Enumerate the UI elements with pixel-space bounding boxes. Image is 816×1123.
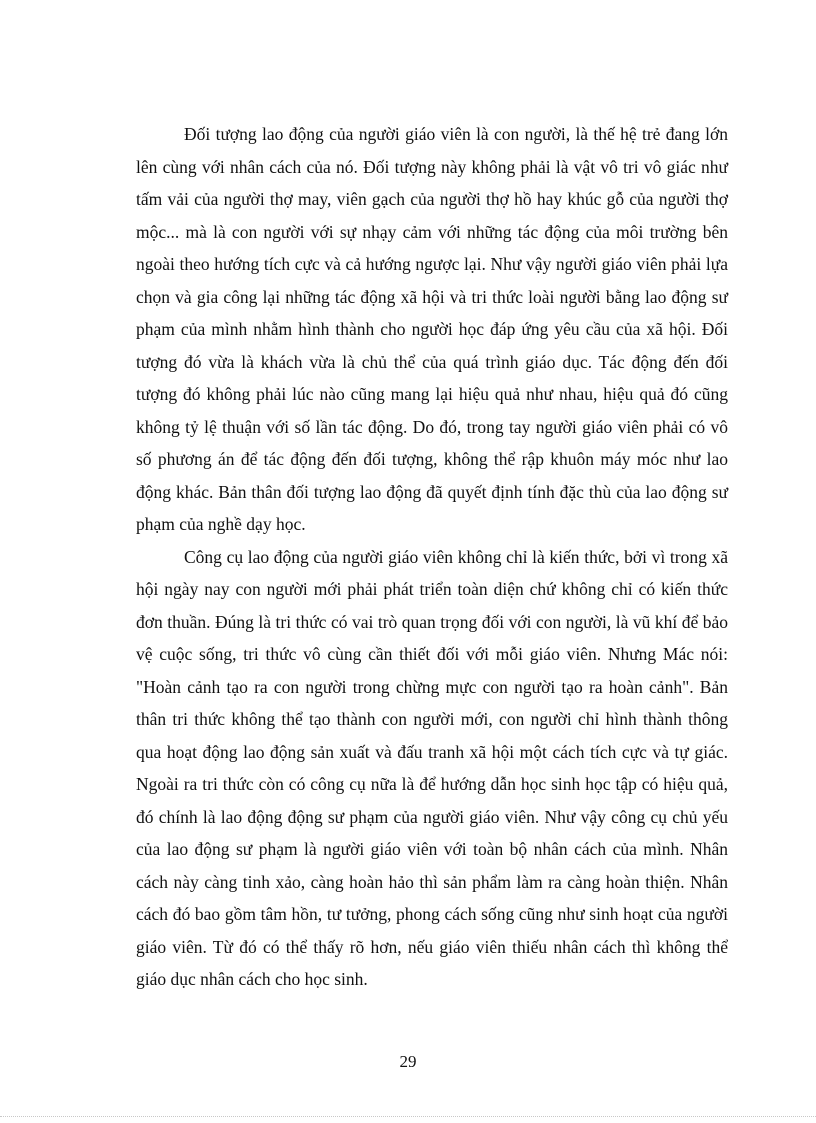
page-bottom-divider xyxy=(0,1116,816,1117)
body-text xyxy=(136,118,728,996)
page-number: 29 xyxy=(399,1052,417,1071)
paragraph-labor-object: Đối tượng lao động của người giáo viên là con người, là thế hệ trẻ đang lớn lên cùng với nhân cách của nó. Đối tượng này không phải là vật vô tri vô giác như tấm vải của người thợ may, viên gạch của người thợ hồ hay khúc gỗ của người thợ mộc... mà là con người với sự nhạy cảm với những tác động của môi trường bên ngoài theo hướng tích cực và cả hướng ngược lại. Như vậy người giáo viên phải lựa chọn và gia công lại những tác động xã hội và tri thức loài người bằng lao động sư phạm của mình nhằm hình thành cho người học đáp ứng yêu cầu của xã hội. Đối tượng đó vừa là khách vừa là chủ thể của quá trình giáo dục. Tác động đến đối tượng đó không phải lúc nào cũng mang lại hiệu quả như nhau, hiệu quả đó cũng không tỷ lệ thuận với số lần tác động. Do đó, trong tay người giáo viên phải có vô số phương án để tác động đến đối tượng, không thể rập khuôn máy móc như lao động khác. Bản thân đối tượng lao động đã quyết định tính đặc thù của lao động sư phạm của nghề dạy học. xyxy=(136,124,728,534)
paragraph-labor-tools: Công cụ lao động của người giáo viên không chỉ là kiến thức, bởi vì trong xã hội ngày nay con người mới phải phát triển toàn diện chứ không chỉ có kiến thức đơn thuần. Đúng là tri thức có vai trò quan trọng đối với con người, là vũ khí để bảo vệ cuộc sống, tri thức vô cùng cần thiết đối với mỗi giáo viên. Nhưng Mác nói: "Hoàn cảnh tạo ra con người trong chừng mực con người tạo ra hoàn cảnh". Bản thân tri thức không thể tạo thành con người mới, con người chỉ hình thành thông qua hoạt động lao động sản xuất và đấu tranh xã hội một cách tích cực và tự giác. Ngoài ra tri thức còn có công cụ nữa là để hướng dẫn học sinh học tập có hiệu quả, đó chính là lao động động sư phạm của người giáo viên. Như vậy công cụ chủ yếu của lao động sư phạm là người giáo viên với toàn bộ nhân cách của mình. Nhân cách này càng tinh xảo, càng hoàn hảo thì sản phẩm làm ra càng hoàn thiện. Nhân cách đó bao gồm tâm hồn, tư tưởng, phong cách sống cũng như sinh hoạt của người giáo viên. Từ đó có thể thấy rõ hơn, nếu giáo viên thiếu nhân cách thì không thể giáo dục nhân cách cho học sinh. xyxy=(136,546,728,989)
